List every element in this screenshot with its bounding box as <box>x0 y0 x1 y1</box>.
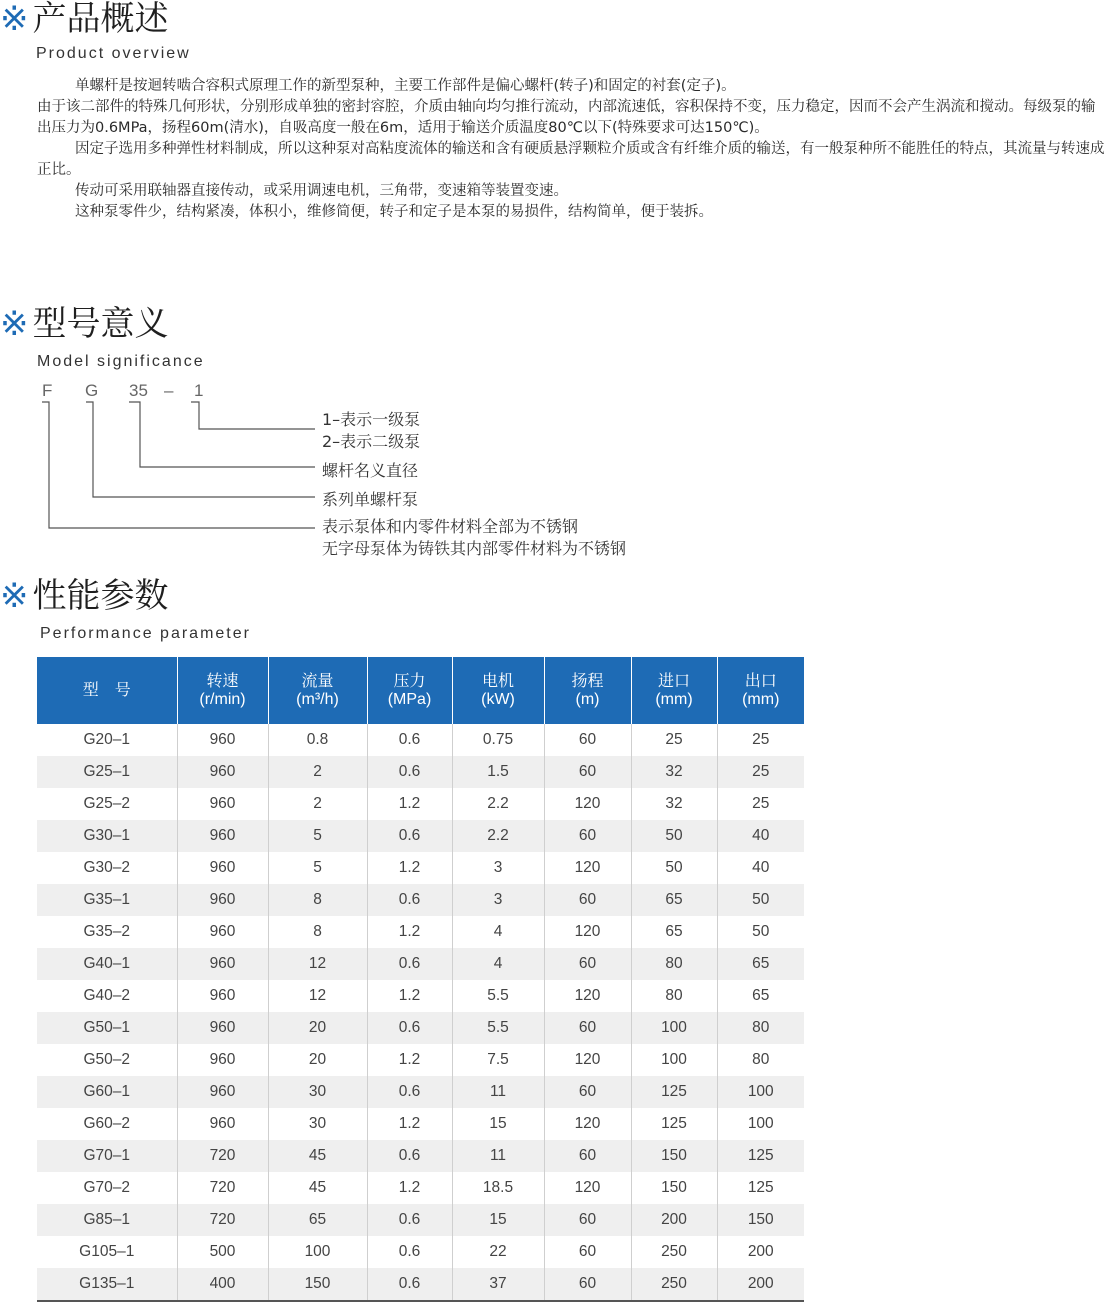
table-cell: 40 <box>717 820 804 852</box>
table-cell: 960 <box>177 884 268 916</box>
table-cell: 960 <box>177 980 268 1012</box>
table-cell: 45 <box>268 1140 367 1172</box>
table-cell: 120 <box>544 1108 631 1140</box>
table-cell: 960 <box>177 820 268 852</box>
reference-mark-icon: ※ <box>0 0 29 39</box>
performance-table <box>37 657 804 1302</box>
table-cell: 960 <box>177 948 268 980</box>
table-cell: 100 <box>631 1044 717 1076</box>
table-cell: G35–1 <box>37 884 177 916</box>
table-cell: 60 <box>544 1076 631 1108</box>
table-cell: G25–2 <box>83 795 131 812</box>
table-row <box>37 756 804 788</box>
legend-material-2: 无字母泵体为铸铁其内部零件材料为不锈钢 <box>322 539 627 558</box>
table-cell: 40 <box>717 852 804 884</box>
table-cell: 1.5 <box>452 756 544 788</box>
table-cell: 150 <box>717 1204 804 1236</box>
table-row <box>37 1076 804 1108</box>
table-cell: 20 <box>268 1044 367 1076</box>
table-cell: 120 <box>544 852 631 884</box>
table-cell: 12 <box>268 948 367 980</box>
table-cell: 30 <box>268 1108 367 1140</box>
table-cell: 4 <box>452 948 544 980</box>
table-cell: 11 <box>452 1076 544 1108</box>
table-cell: G60–1 <box>37 1076 177 1108</box>
table-cell: 1.2 <box>367 1172 452 1204</box>
column-header-outlet: 出口 (mm) <box>717 657 804 724</box>
table-cell: 960 <box>177 852 268 884</box>
table-cell: 25 <box>717 756 804 788</box>
table-cell: 960 <box>177 916 268 948</box>
table-cell: G60–2 <box>83 1115 131 1132</box>
table-cell: 0.6 <box>367 1140 452 1172</box>
overview-paragraph: 传动可采用联轴器直接传动，或采用调速电机，三角带，变速箱等装置变速。 <box>75 183 568 199</box>
table-cell: 100 <box>717 1108 804 1140</box>
table-cell: 0.6 <box>367 1268 452 1301</box>
table-cell: 2.2 <box>452 820 544 852</box>
table-cell: 1.2 <box>367 916 452 948</box>
leader-line-diameter <box>129 402 315 467</box>
table-cell: G85–1 <box>37 1204 177 1236</box>
table-cell: G50–1 <box>37 1012 177 1044</box>
table-cell: 18.5 <box>452 1172 544 1204</box>
table-cell: 60 <box>544 1268 631 1301</box>
legend-material-1: 表示泵体和内零件材料全部为不锈钢 <box>322 517 579 536</box>
table-cell: 80 <box>717 1012 804 1044</box>
table-cell: 11 <box>452 1140 544 1172</box>
table-cell: 720 <box>177 1172 268 1204</box>
table-cell: 250 <box>631 1268 717 1301</box>
table-cell: 32 <box>631 756 717 788</box>
model-subtitle: Model significance <box>37 353 205 370</box>
table-cell: 960 <box>177 1076 268 1108</box>
table-cell: 30 <box>268 1076 367 1108</box>
reference-mark-icon: ※ <box>0 304 29 344</box>
table-cell: 80 <box>631 948 717 980</box>
table-cell: 960 <box>177 724 268 756</box>
table-cell: 960 <box>177 756 268 788</box>
table-cell: 60 <box>544 1204 631 1236</box>
leader-line-material <box>42 402 315 528</box>
table-cell: 80 <box>717 1044 804 1076</box>
table-cell: 0.6 <box>367 884 452 916</box>
table-cell: 120 <box>544 1044 631 1076</box>
table-row <box>37 1012 804 1044</box>
table-cell: 150 <box>268 1268 367 1301</box>
leader-line-stage <box>191 402 315 429</box>
table-cell: 65 <box>268 1204 367 1236</box>
table-row <box>37 1204 804 1236</box>
model-title-text: 型号意义 <box>32 304 169 344</box>
table-cell: 8 <box>268 916 367 948</box>
table-row <box>37 948 804 980</box>
table-cell: 60 <box>544 724 631 756</box>
table-row <box>37 788 804 820</box>
table-cell: G50–2 <box>83 1051 131 1068</box>
table-cell: G30–2 <box>83 859 131 876</box>
performance-title <box>0 576 169 616</box>
column-header-model: 型 号 <box>37 657 177 724</box>
table-cell: 65 <box>631 884 717 916</box>
table-cell: 2 <box>268 788 367 820</box>
table-cell: 250 <box>631 1236 717 1268</box>
table-cell: 0.75 <box>452 724 544 756</box>
table-cell: 60 <box>544 1140 631 1172</box>
table-cell: 1.2 <box>367 852 452 884</box>
table-cell: 60 <box>544 1012 631 1044</box>
table-cell: 500 <box>177 1236 268 1268</box>
table-cell: 720 <box>177 1140 268 1172</box>
table-row <box>37 980 804 1012</box>
table-cell: 120 <box>544 788 631 820</box>
table-cell: 3 <box>452 884 544 916</box>
table-cell: G40–2 <box>83 987 131 1004</box>
table-cell: 37 <box>452 1268 544 1301</box>
table-cell: 25 <box>717 724 804 756</box>
table-cell: 0.6 <box>367 820 452 852</box>
performance-subtitle: Performance parameter <box>40 625 251 642</box>
table-cell: 65 <box>631 916 717 948</box>
table-cell: 0.6 <box>367 1012 452 1044</box>
table-cell: 960 <box>177 1044 268 1076</box>
table-cell: 65 <box>717 980 804 1012</box>
table-cell: 1.2 <box>367 1108 452 1140</box>
table-cell: 7.5 <box>452 1044 544 1076</box>
model-code-g: G <box>85 381 99 400</box>
table-cell: 60 <box>544 884 631 916</box>
column-header-motor: 电机 (kW) <box>452 657 544 724</box>
reference-mark-icon: ※ <box>0 576 29 616</box>
table-cell: 15 <box>452 1204 544 1236</box>
table-cell: 120 <box>544 916 631 948</box>
table-cell: G70–1 <box>37 1140 177 1172</box>
column-header-pressure: 压力 (MPa) <box>367 657 452 724</box>
model-code-dash: – <box>164 381 174 400</box>
overview-title-text: 产品概述 <box>32 0 169 39</box>
model-code-stage: 1 <box>194 381 204 400</box>
table-row <box>37 916 804 948</box>
table-row <box>37 1108 804 1140</box>
table-cell: 8 <box>268 884 367 916</box>
table-cell: 60 <box>544 756 631 788</box>
table-cell: 150 <box>631 1140 717 1172</box>
table-cell: 60 <box>544 1236 631 1268</box>
table-cell: 0.6 <box>367 1076 452 1108</box>
table-row <box>37 1236 804 1268</box>
table-cell: 1.2 <box>367 788 452 820</box>
table-cell: 200 <box>717 1268 804 1301</box>
table-cell: 12 <box>268 980 367 1012</box>
table-cell: 125 <box>631 1076 717 1108</box>
table-cell: 25 <box>717 788 804 820</box>
table-row <box>37 820 804 852</box>
leader-line-series <box>86 402 315 497</box>
table-cell: 125 <box>717 1140 804 1172</box>
model-code-f: F <box>42 381 53 400</box>
table-cell: 5 <box>268 852 367 884</box>
table-cell: G40–1 <box>37 948 177 980</box>
table-cell: G30–1 <box>37 820 177 852</box>
column-header-inlet: 进口 (mm) <box>631 657 717 724</box>
table-cell: 15 <box>452 1108 544 1140</box>
table-cell: 22 <box>452 1236 544 1268</box>
table-row <box>37 1044 804 1076</box>
table-header-row <box>37 657 804 724</box>
model-code-number: 35 <box>129 381 148 400</box>
table-cell: 960 <box>177 788 268 820</box>
table-cell: 50 <box>717 884 804 916</box>
overview-paragraph: 单螺杆是按迴转啮合容积式原理工作的新型泵种，主要工作部件是偏心螺杆(转子)和固定的衬套(定子)。 <box>75 78 736 94</box>
table-cell: 960 <box>177 1012 268 1044</box>
table-cell: 0.6 <box>367 1236 452 1268</box>
table-cell: 100 <box>268 1236 367 1268</box>
legend-diameter: 螺杆名义直径 <box>322 461 419 480</box>
table-cell: 45 <box>268 1172 367 1204</box>
legend-series: 系列单螺杆泵 <box>322 490 419 509</box>
table-cell: 100 <box>717 1076 804 1108</box>
table-cell: G135–1 <box>37 1268 177 1301</box>
table-row <box>37 1172 804 1204</box>
legend-stage-1: 1–表示一级泵 <box>322 410 421 429</box>
table-cell: 2 <box>268 756 367 788</box>
table-cell: 120 <box>544 1172 631 1204</box>
table-cell: 1.2 <box>367 980 452 1012</box>
table-cell: 25 <box>631 724 717 756</box>
table-cell: 0.6 <box>367 948 452 980</box>
overview-subtitle: Product overview <box>36 45 191 62</box>
table-cell: 720 <box>177 1204 268 1236</box>
table-cell: 4 <box>452 916 544 948</box>
table-row <box>37 852 804 884</box>
table-cell: 1.2 <box>367 1044 452 1076</box>
table-cell: 50 <box>717 916 804 948</box>
table-cell: 400 <box>177 1268 268 1301</box>
table-cell: 50 <box>631 820 717 852</box>
performance-title-text: 性能参数 <box>32 576 169 616</box>
table-cell: 20 <box>268 1012 367 1044</box>
table-cell: 0.6 <box>367 724 452 756</box>
table-cell: 60 <box>544 820 631 852</box>
table-row <box>37 1268 804 1301</box>
table-cell: G70–2 <box>83 1179 131 1196</box>
table-cell: 5 <box>268 820 367 852</box>
table-cell: G20–1 <box>83 731 131 748</box>
column-header-flow: 流量 (m³/h) <box>268 657 367 724</box>
table-cell: 0.6 <box>367 1204 452 1236</box>
table-cell: 125 <box>717 1172 804 1204</box>
table-row <box>37 884 804 916</box>
table-cell: 5.5 <box>452 980 544 1012</box>
table-cell: 80 <box>631 980 717 1012</box>
legend-stage-2: 2–表示二级泵 <box>322 432 421 451</box>
table-cell: 60 <box>544 948 631 980</box>
table-cell: 120 <box>544 980 631 1012</box>
table-body <box>37 724 804 1301</box>
overview-paragraph: 由于该二部件的特殊几何形状，分别形成单独的密封容腔，介质由轴向均匀推行流动，内部流速低，容积保持不变，压力稳定，因而不会产生涡流和搅动。每级泵的输出压力为0.6MPa，扬程60m(清水)，自吸高度一般在6m，适用于输送介质温度80℃以下(特殊要求可达150℃)。 <box>37 99 1096 136</box>
table-row <box>37 724 804 756</box>
table-cell: 32 <box>631 788 717 820</box>
model-leader-lines <box>0 0 330 540</box>
table-cell: 960 <box>177 1108 268 1140</box>
table-cell: 65 <box>717 948 804 980</box>
overview-paragraph: 因定子选用多种弹性材料制成，所以这种泵对高粘度流体的输送和含有硬质悬浮颗粒介质或含有纤维介质的输送，有一般泵种所不能胜任的特点，其流量与转速成正比。 <box>37 141 1105 178</box>
column-header-head: 扬程 (m) <box>544 657 631 724</box>
table-row <box>37 1140 804 1172</box>
table-cell: 5.5 <box>452 1012 544 1044</box>
table-cell: G105–1 <box>79 1243 135 1260</box>
table-cell: 0.8 <box>268 724 367 756</box>
table-cell: 100 <box>631 1012 717 1044</box>
table-cell: 150 <box>631 1172 717 1204</box>
table-cell: G25–1 <box>37 756 177 788</box>
table-cell: 50 <box>631 852 717 884</box>
table-cell: 200 <box>717 1236 804 1268</box>
table-cell: 125 <box>631 1108 717 1140</box>
table-cell: 3 <box>452 852 544 884</box>
table-cell: 0.6 <box>367 756 452 788</box>
table-cell: G35–2 <box>83 923 131 940</box>
overview-paragraph: 这种泵零件少，结构紧凑，体积小，维修简便，转子和定子是本泵的易损件，结构简单，便于装拆。 <box>75 204 713 220</box>
table-cell: 2.2 <box>452 788 544 820</box>
table-cell: 200 <box>631 1204 717 1236</box>
column-header-speed: 转速 (r/min) <box>177 657 268 724</box>
